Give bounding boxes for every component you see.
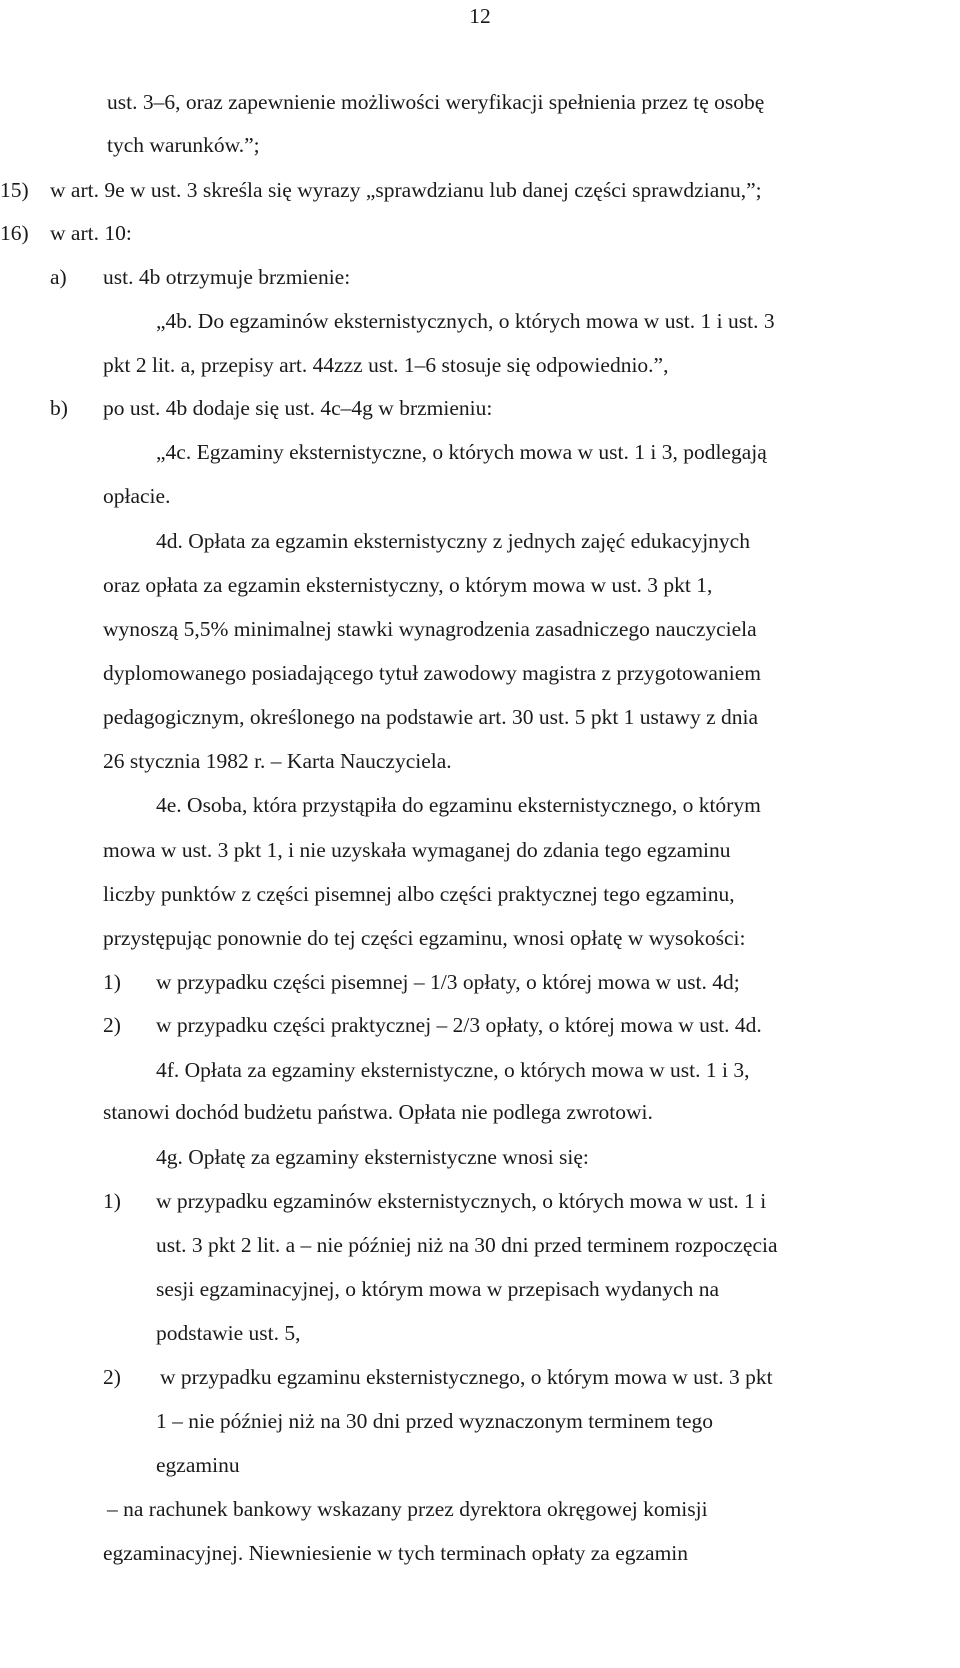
text-line: pkt 2 lit. a, przepisy art. 44zzz ust. 1–6 stosuje się odpowiednio.”,	[103, 353, 669, 377]
text-line: 4d. Opłata za egzamin eksternistyczny z jednych zajęć edukacyjnych	[156, 529, 750, 553]
text-line: 4g. Opłatę za egzaminy eksternistyczne wnosi się:	[156, 1145, 589, 1169]
text-line: 4e. Osoba, która przystąpiła do egzaminu eksternistycznego, o którym	[156, 793, 761, 817]
list-number: 2)	[103, 1365, 121, 1389]
text-line: przystępując ponownie do tej części egzaminu, wnosi opłatę w wysokości:	[103, 926, 746, 950]
text-line: sesji egzaminacyjnej, o którym mowa w przepisach wydanych na	[156, 1277, 719, 1301]
text-line: 1 – nie później niż na 30 dni przed wyznaczonym terminem tego	[156, 1409, 714, 1433]
text-line: ust. 3–6, oraz zapewnienie możliwości weryfikacji spełnienia przez tę osobę	[107, 90, 765, 114]
text-line: w art. 10:	[50, 221, 132, 245]
text-line: wynoszą 5,5% minimalnej stawki wynagrodzenia zasadniczego nauczyciela	[103, 617, 757, 641]
list-number: 2)	[103, 1013, 121, 1037]
text-line: liczby punktów z części pisemnej albo części praktycznej tego egzaminu,	[103, 882, 735, 906]
text-line: w przypadku egzaminu eksternistycznego, o którym mowa w ust. 3 pkt	[160, 1365, 773, 1389]
text-line: tych warunków.”;	[107, 133, 260, 157]
list-number: 1)	[103, 1189, 121, 1213]
text-line: „4b. Do egzaminów eksternistycznych, o których mowa w ust. 1 i ust. 3	[156, 309, 775, 333]
page-number: 12	[469, 4, 491, 28]
text-line: oraz opłata za egzamin eksternistyczny, o którym mowa w ust. 3 pkt 1,	[103, 573, 713, 597]
text-line: w art. 9e w ust. 3 skreśla się wyrazy „sprawdzianu lub danej części sprawdzianu,”;	[50, 178, 762, 202]
text-line: w przypadku części pisemnej – 1/3 opłaty, o której mowa w ust. 4d;	[156, 970, 740, 994]
text-line: po ust. 4b dodaje się ust. 4c–4g w brzmieniu:	[103, 396, 493, 420]
text-line: egzaminacyjnej. Niewniesienie w tych terminach opłaty za egzamin	[103, 1541, 689, 1565]
text-line: pedagogicznym, określonego na podstawie art. 30 ust. 5 pkt 1 ustawy z dnia	[103, 705, 759, 729]
text-line: w przypadku egzaminów eksternistycznych, o których mowa w ust. 1 i	[156, 1189, 767, 1213]
text-line: 4f. Opłata za egzaminy eksternistyczne, o których mowa w ust. 1 i 3,	[156, 1058, 750, 1082]
text-line: egzaminu	[156, 1453, 240, 1477]
text-line: ust. 3 pkt 2 lit. a – nie później niż na 30 dni przed terminem rozpoczęcia	[156, 1233, 778, 1257]
text-line: opłacie.	[103, 484, 171, 508]
text-line: 26 stycznia 1982 r. – Karta Nauczyciela.	[103, 749, 452, 773]
list-number: 16)	[0, 221, 29, 245]
list-letter: b)	[50, 396, 68, 420]
text-line: mowa w ust. 3 pkt 1, i nie uzyskała wymaganej do zdania tego egzaminu	[103, 838, 731, 862]
text-line: ust. 4b otrzymuje brzmienie:	[103, 265, 351, 289]
text-line: „4c. Egzaminy eksternistyczne, o których mowa w ust. 1 i 3, podlegają	[156, 440, 767, 464]
text-line: dyplomowanego posiadającego tytuł zawodowy magistra z przygotowaniem	[103, 661, 761, 685]
text-line: stanowi dochód budżetu państwa. Opłata nie podlega zwrotowi.	[103, 1100, 653, 1124]
list-letter: a)	[50, 265, 67, 289]
list-number: 15)	[0, 178, 29, 202]
text-line: – na rachunek bankowy wskazany przez dyrektora okręgowej komisji	[107, 1497, 708, 1521]
list-number: 1)	[103, 970, 121, 994]
text-line: w przypadku części praktycznej – 2/3 opłaty, o której mowa w ust. 4d.	[156, 1013, 762, 1037]
text-line: podstawie ust. 5,	[156, 1321, 301, 1345]
